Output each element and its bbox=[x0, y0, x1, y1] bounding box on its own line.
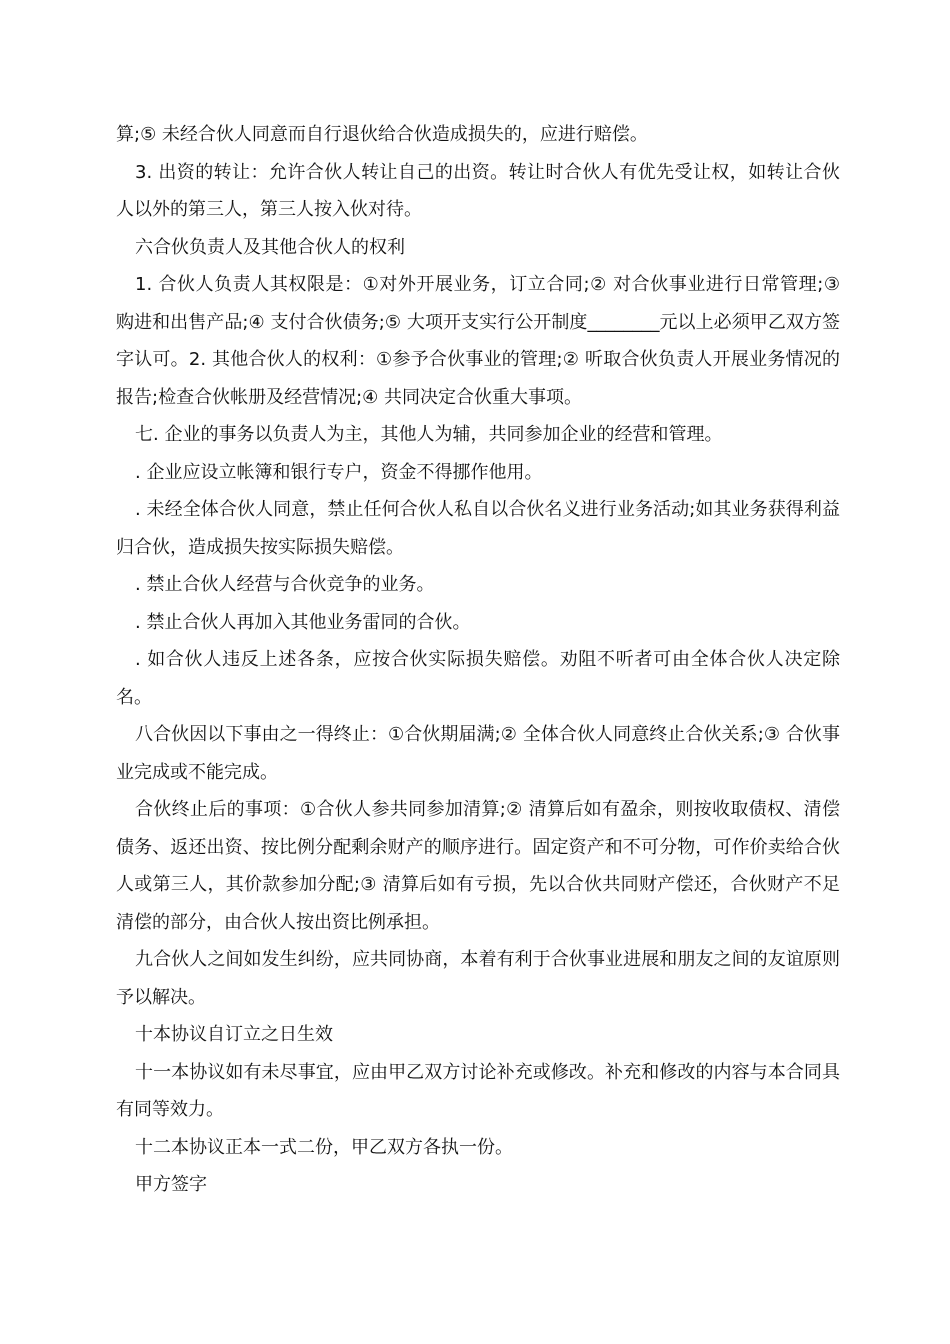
document-page bbox=[116, 116, 840, 1204]
signature-line-party-a: 甲方签字 bbox=[135, 1174, 207, 1195]
paragraph-7: . 未经全体合伙人同意，禁止任何合伙人私自以合伙名义进行业务活动;如其业务获得利益归合伙，造成损失按实际损失赔偿。 bbox=[116, 499, 840, 558]
section-heading-6: 六合伙负责人及其他合伙人的权利 bbox=[135, 236, 405, 258]
paragraph-13: 九合伙人之间如发生纠纷，应共同协商，本着有利于合伙事业进展和朋友之间的友谊原则予以解决。 bbox=[116, 949, 840, 1008]
paragraph-12: 合伙终止后的事项：①合伙人参共同参加清算;② 清算后如有盈余，则按收取债权、清偿债务、返还出资、按比例分配剩余财产的顺序进行。固定资产和不可分物，可作价卖给合伙人或第三人，其价款参加分配;③ 清算后如有亏损，先以合伙共同财产偿还，合伙财产不足清偿的部分，由合伙人按出资比例承担。 bbox=[116, 799, 840, 933]
paragraph-5: 七. 企业的事务以负责人为主，其他人为辅，共同参加企业的经营和管理。 bbox=[135, 424, 723, 445]
paragraph-4: 1. 合伙人负责人其权限是：①对外开展业务，订立合同;② 对合伙事业进行日常管理;③ 购进和出售产品;④ 支付合伙债务;⑤ 大项开支实行公开制度________元以上必须甲乙双方签字认可。2. 其他合伙人的权利：①参予合伙事业的管理;② 听取合伙负责人开展业务情况的报告;检查合伙帐册及经营情况;④ 共同决定合伙重大事项。 bbox=[116, 274, 840, 408]
paragraph-1: 算;⑤ 未经合伙人同意而自行退伙给合伙造成损失的，应进行赔偿。 bbox=[116, 124, 648, 145]
paragraph-10: . 如合伙人违反上述各条，应按合伙实际损失赔偿。劝阻不听者可由全体合伙人决定除名。 bbox=[116, 649, 840, 708]
paragraph-6: . 企业应设立帐簿和银行专户，资金不得挪作他用。 bbox=[135, 461, 543, 483]
paragraph-16: 十二本协议正本一式二份，甲乙双方各执一份。 bbox=[135, 1136, 513, 1158]
paragraph-14: 十本协议自订立之日生效 bbox=[135, 1024, 333, 1045]
paragraph-2: 3. 出资的转让：允许合伙人转让自己的出资。转让时合伙人有优先受让权，如转让合伙人以外的第三人，第三人按入伙对待。 bbox=[116, 161, 840, 220]
paragraph-9: . 禁止合伙人再加入其他业务雷同的合伙。 bbox=[135, 611, 471, 633]
paragraph-11: 八合伙因以下事由之一得终止：①合伙期届满;② 全体合伙人同意终止合伙关系;③ 合伙事业完成或不能完成。 bbox=[116, 724, 840, 783]
paragraph-15: 十一本协议如有未尽事宜，应由甲乙双方讨论补充或修改。补充和修改的内容与本合同具有同等效力。 bbox=[116, 1061, 840, 1120]
paragraph-8: . 禁止合伙人经营与合伙竞争的业务。 bbox=[135, 574, 435, 595]
